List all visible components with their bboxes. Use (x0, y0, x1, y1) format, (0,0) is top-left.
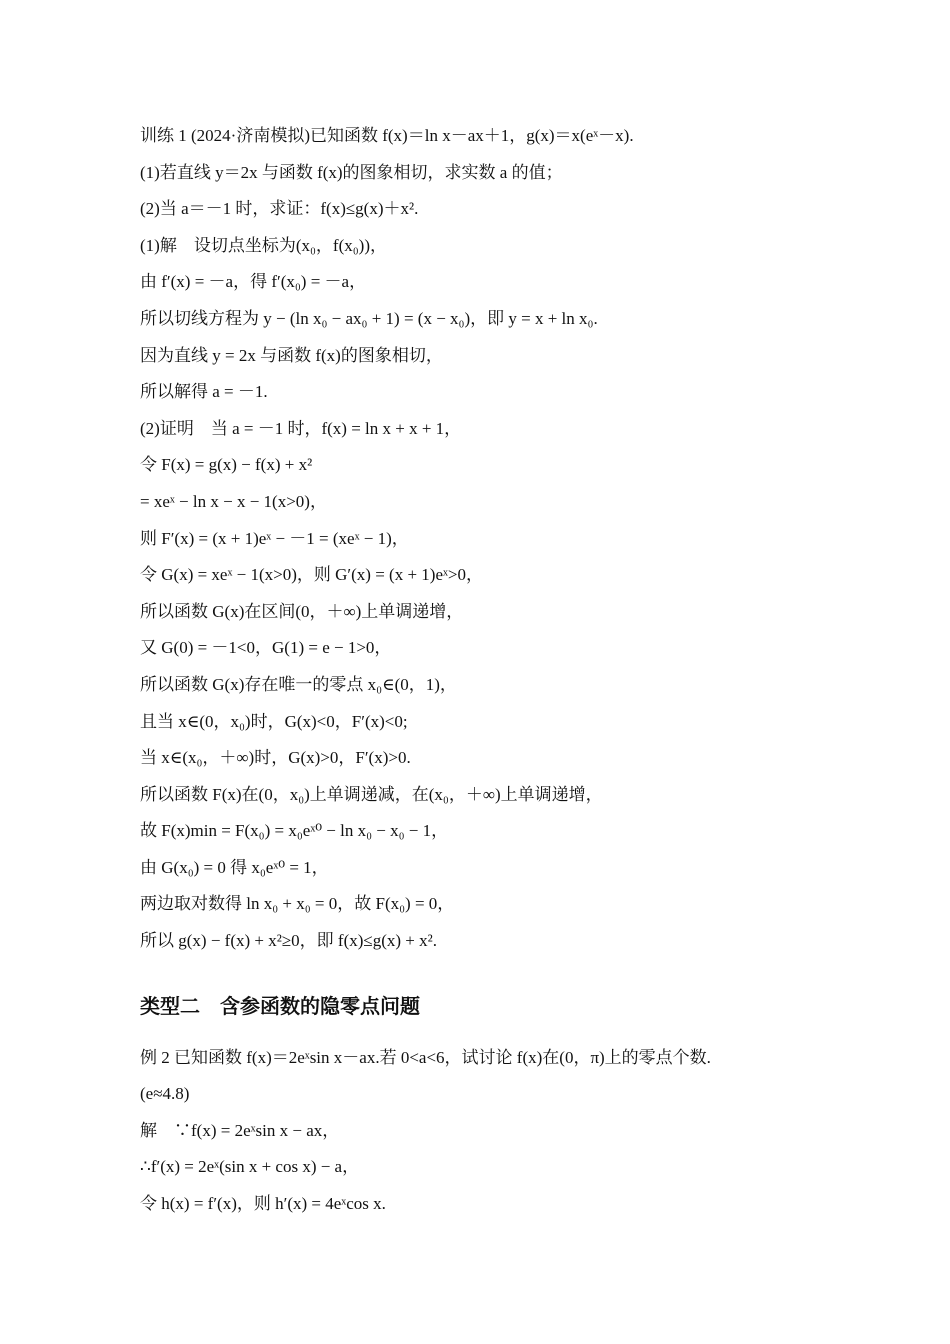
text-line: 由 f′(x) = －a，得 f′(x₀) = －a， (140, 272, 367, 292)
text-line: ∴f′(x) = 2eˣ(sin x + cos x) − a， (140, 1157, 360, 1177)
example-block (140, 1040, 840, 1223)
text-line: 由 G(x₀) = 0 得 x₀eˣ⁰ = 1， (140, 857, 329, 877)
text-line: (e≈4.8) (140, 1084, 190, 1104)
text-line: 所以切线方程为 y − (ln x₀ − ax₀ + 1) = (x − x₀)，即 y = x + ln x₀. (140, 308, 598, 328)
document-page (140, 118, 840, 1223)
text-line: 且当 x∈(0，x₀)时，G(x)<0，F′(x)<0; (140, 711, 408, 731)
text-line: 两边取对数得 ln x₀ + x₀ = 0，故 F(x₀) = 0， (140, 894, 455, 914)
text-line: 所以函数 G(x)在区间(0，＋∞)上单调递增， (140, 601, 464, 621)
text-line: 令 F(x) = g(x) − f(x) + x² (140, 455, 313, 475)
text-line: 故 F(x)min = F(x₀) = x₀eˣ⁰ − ln x₀ − x₀ − 1， (140, 821, 449, 841)
text-line: (1)解 设切点坐标为(x₀，f(x₀))， (140, 235, 387, 255)
text-line: 令 h(x) = f′(x)，则 h′(x) = 4eˣcos x. (140, 1194, 386, 1214)
text-line: (1)若直线 y＝2x 与函数 f(x)的图象相切，求实数 a 的值； (140, 162, 563, 182)
text-line: 当 x∈(x₀，＋∞)时，G(x)>0，F′(x)>0. (140, 748, 411, 768)
text-line: 又 G(0) = －1<0，G(1) = e − 1>0， (140, 638, 392, 658)
text-line: (2)当 a＝－1 时，求证：f(x)≤g(x)＋x². (140, 199, 419, 219)
text-line: 则 F′(x) = (x + 1)eˣ − －1 = (xeˣ − 1)， (140, 528, 409, 548)
text-line: 所以解得 a = －1. (140, 382, 268, 402)
text-line: 所以函数 F(x)在(0，x₀)上单调递减，在(x₀，＋∞)上单调递增， (140, 784, 603, 804)
text-line: 所以函数 G(x)存在唯一的零点 x₀∈(0，1)， (140, 674, 457, 694)
text-line: (2)证明 当 a = －1 时，f(x) = ln x + x + 1， (140, 418, 462, 438)
text-line: = xeˣ − ln x − x − 1(x>0)， (140, 491, 327, 511)
exercise-block (140, 118, 840, 960)
section-heading: 类型二 含参函数的隐零点问题 (140, 993, 420, 1018)
text-line: 因为直线 y = 2x 与函数 f(x)的图象相切， (140, 345, 443, 365)
text-line: 所以 g(x) − f(x) + x²≥0，即 f(x)≤g(x) + x². (140, 931, 437, 951)
text-line: 训练 1 (2024·济南模拟)已知函数 f(x)＝ln x－ax＋1，g(x)＝x(eˣ－x). (140, 126, 634, 145)
text-line: 例 2 已知函数 f(x)＝2eˣsin x－ax.若 0<a<6，试讨论 f(x)在(0，π)上的零点个数. (140, 1047, 711, 1067)
text-line: 解 ∵f(x) = 2eˣsin x − ax， (140, 1120, 340, 1140)
text-line: 令 G(x) = xeˣ − 1(x>0)，则 G′(x) = (x + 1)eˣ>0， (140, 565, 484, 585)
